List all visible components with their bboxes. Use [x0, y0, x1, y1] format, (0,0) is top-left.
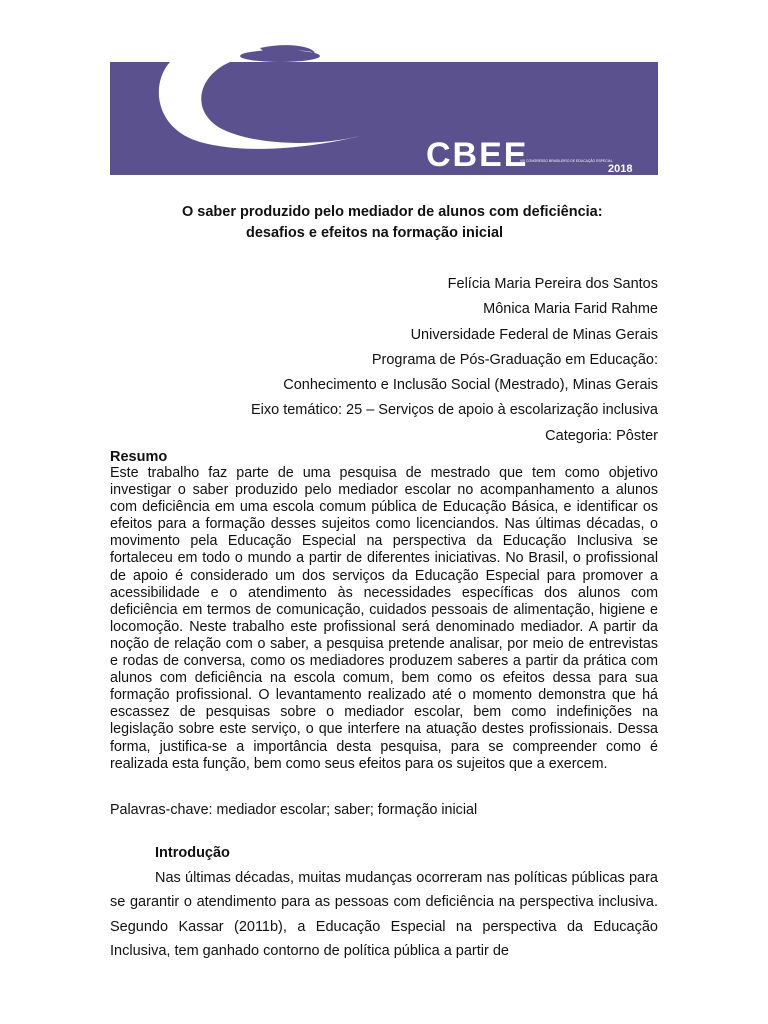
- graduate-program: Programa de Pós-Graduação em Educação:: [371, 351, 658, 368]
- introduction-heading: Introdução: [155, 845, 230, 861]
- introduction-text: Nas últimas décadas, muitas mudanças ocorreram nas políticas públicas para se garantir o atendimento para as pessoas com deficiência na perspectiva inclusiva. Segundo Kassar (2011b), a Educação Especial na perspectiva da Educação Inclusiva, tem ganhado contorno de política pública a partir de: [110, 870, 658, 960]
- logo-wordmark: CBEE: [426, 136, 529, 174]
- logo-swoosh-top: [240, 50, 320, 62]
- university: Universidade Federal de Minas Gerais: [410, 326, 658, 343]
- title-line-2: desafios e efeitos na formação inicial: [246, 225, 504, 241]
- logo-year: 2018: [608, 163, 633, 175]
- title-line-1: O saber produzido pelo mediador de alunos com deficiência:: [182, 204, 603, 220]
- event-banner: [110, 44, 658, 175]
- thematic-axis: Eixo temático: 25 – Serviços de apoio à escolarização inclusiva: [250, 402, 658, 419]
- keywords: Palavras-chave: mediador escolar; saber; formação inicial: [110, 802, 478, 818]
- logo-event-line: VIII CONGRESSO BRASILEIRO DE EDUCAÇÃO ESPECIAL: [520, 159, 613, 163]
- author-1: Felícia Maria Pereira dos Santos: [447, 276, 658, 292]
- author-2: Mônica Maria Farid Rahme: [483, 301, 658, 318]
- abstract-heading: Resumo: [110, 449, 168, 465]
- author-info: [251, 272, 658, 449]
- research-line: Conhecimento e Inclusão Social (Mestrado), Minas Gerais: [283, 377, 658, 394]
- abstract-text: Este trabalho faz parte de uma pesquisa de mestrado que tem como objetivo investigar o saber produzido pelo mediador escolar no acompanhamento a alunos com deficiência em uma escola comum pública de Educação Básica, e identificar os efeitos para a formação desses sujeitos como licenciandos. Nas últimas décadas, o movimento pela Educação Especial na perspectiva da Educação Inclusiva se fortaleceu em todo o mundo a partir de diferentes iniciativas. No Brasil, o profissional de apoio é considerado um dos serviços da Educação Especial para promover a acessibilidade e o atendimento às necessidades específicas dos alunos com deficiência em termos de comunicação, cuidados pessoais de alimentação, higiene e locomoção. Neste trabalho este profissional será denominado mediador. A partir da noção de relação com o saber, a pesquisa pretende analisar, por meio de entrevistas e rodas de conversa, como os mediadores produzem saberes a partir da prática com alunos com deficiência na escola comum, bem como os efeitos dessa para sua formação profissional. O levantamento realizado até o momento demonstra que há escassez de pesquisas sobre o mediador escolar, bem como indefinições na legislação sobre este serviço, o que interfere na atuação destes profissionais. Dessa forma, justifica-se a importância desta pesquisa, para se compreender como é realizada esta função, bem como seus efeitos para os sujeitos que a exercem.: [110, 465, 658, 772]
- category: Categoria: Pôster: [545, 427, 658, 444]
- cbee-logo-image: [110, 44, 658, 175]
